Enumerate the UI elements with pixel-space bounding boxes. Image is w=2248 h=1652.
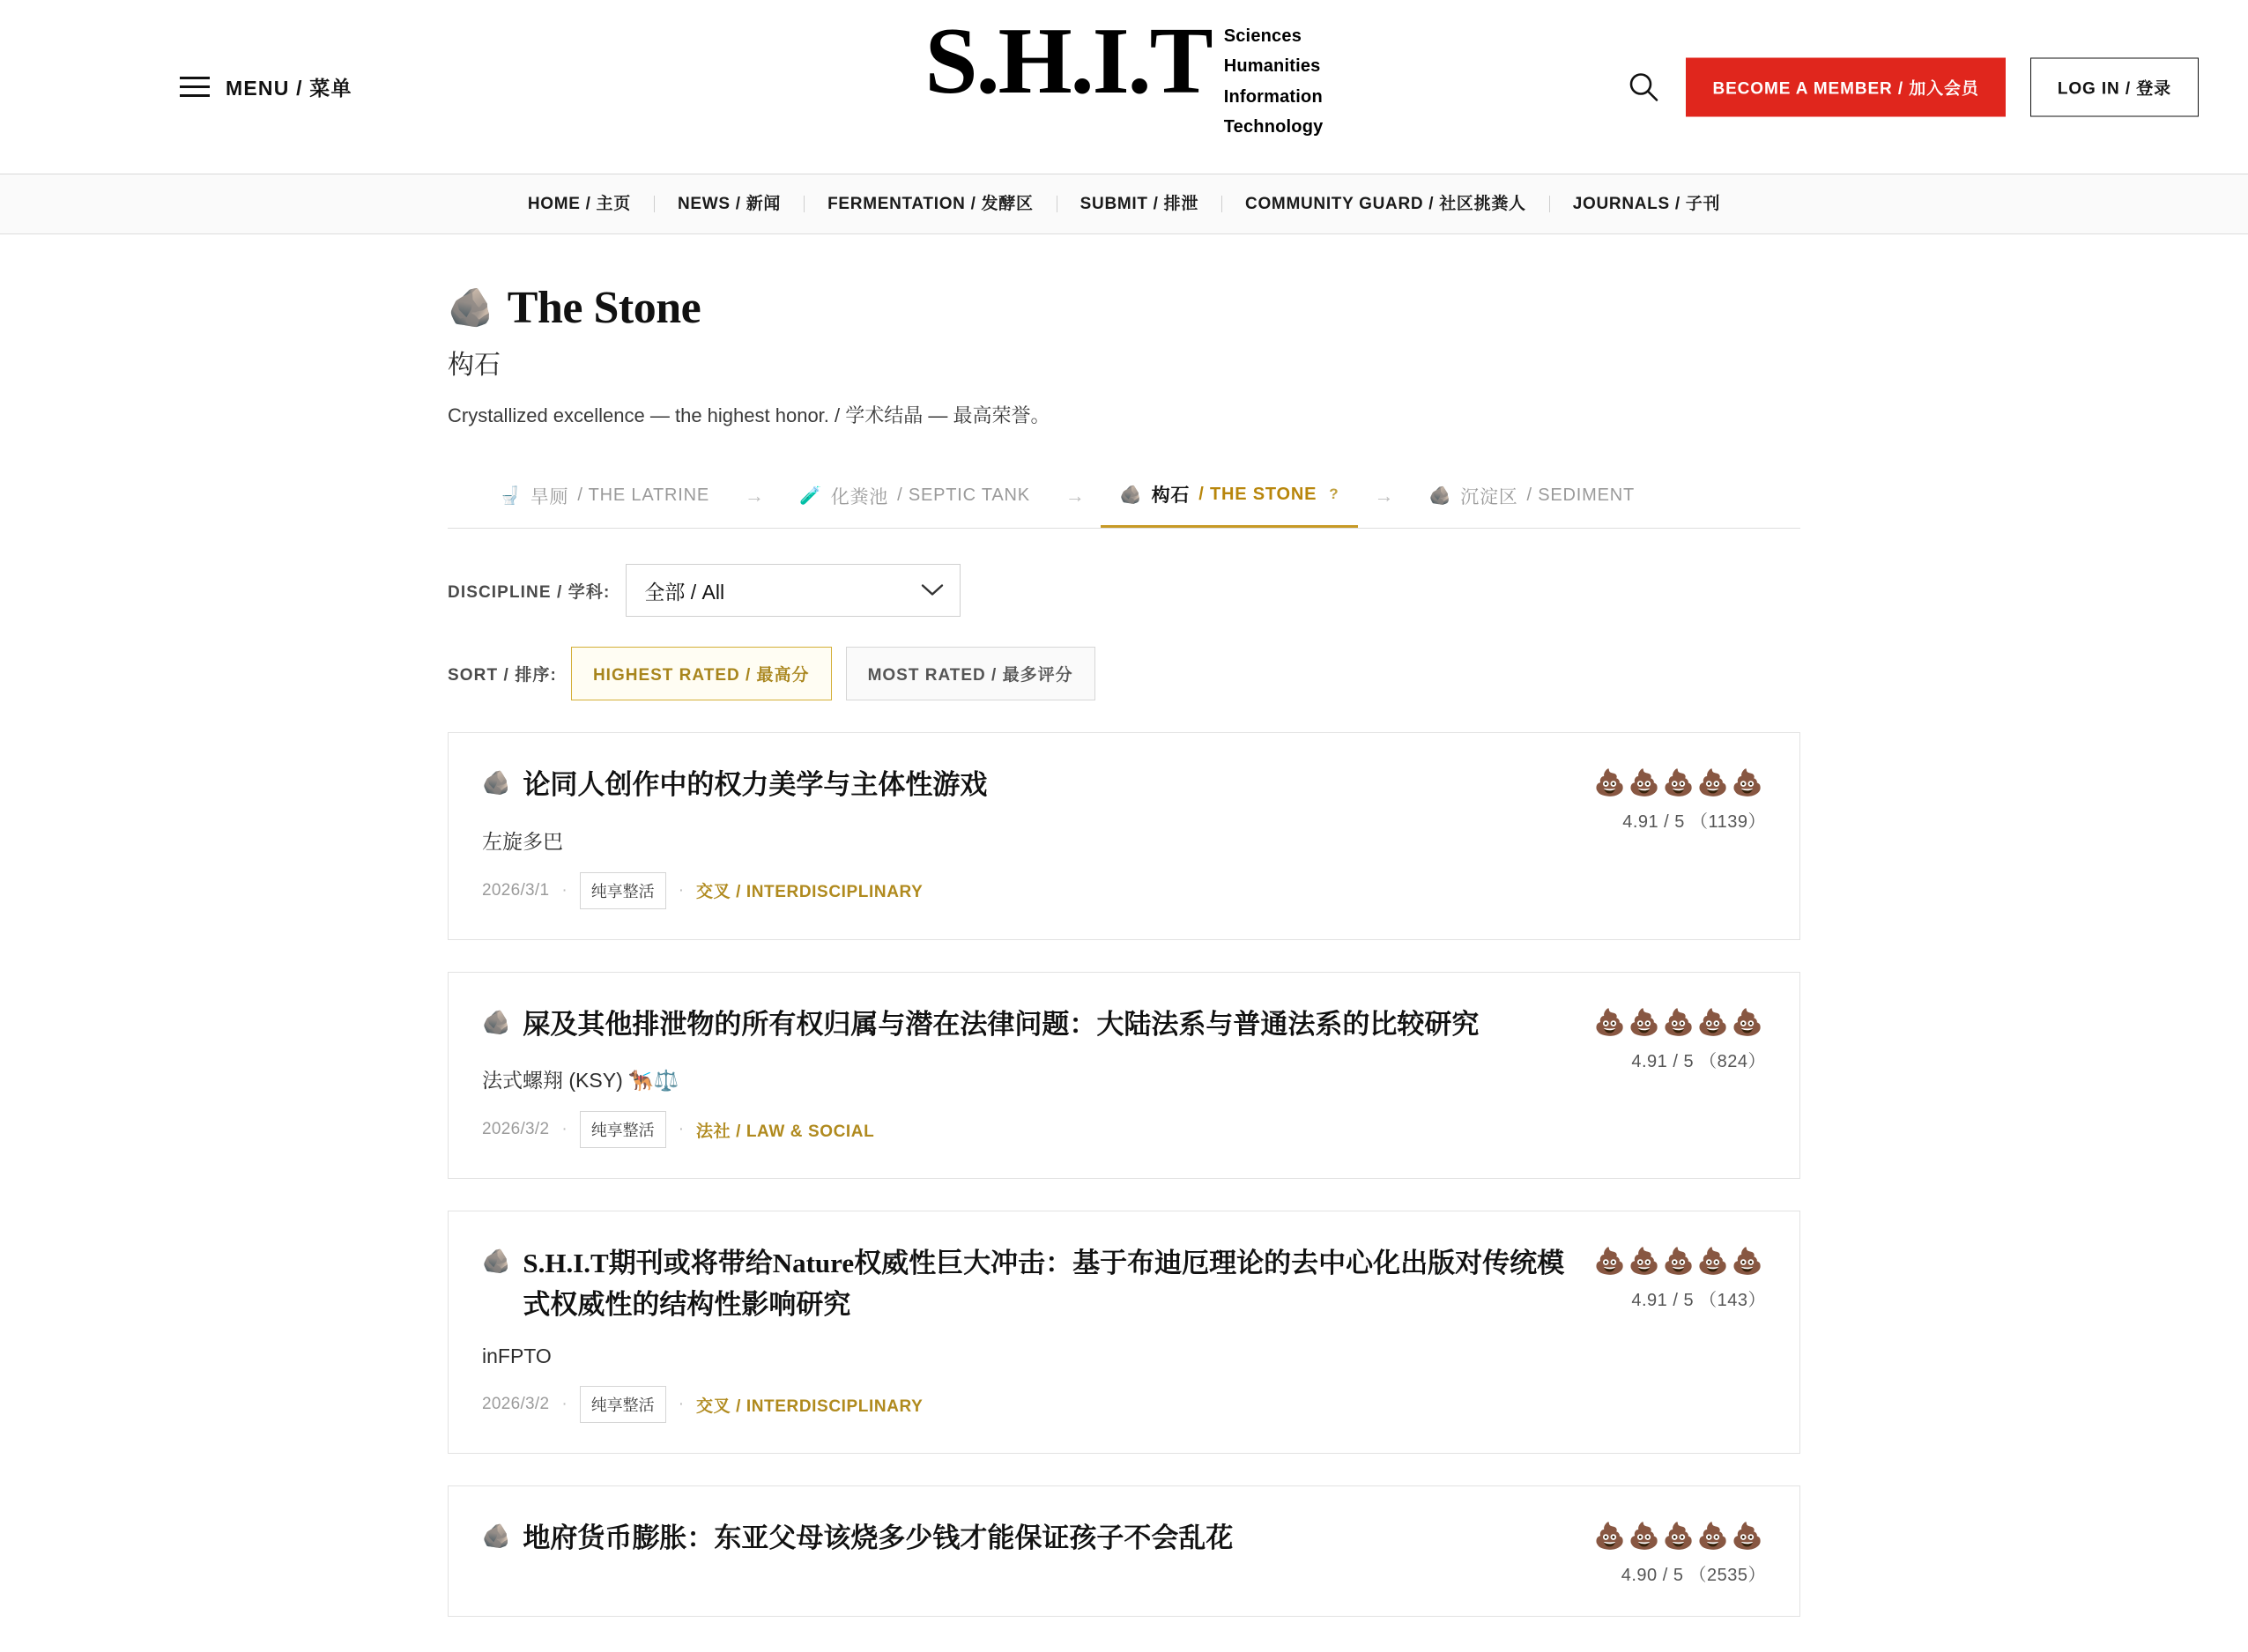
sort-label: SORT / 排序: — [448, 666, 557, 685]
article-meta — [482, 872, 1567, 909]
poop-rating-icons: 💩💩💩💩💩 — [1593, 1248, 1766, 1276]
article-card-body — [482, 1004, 1567, 1149]
become-member-button[interactable]: BECOME A MEMBER / 加入会员 — [1686, 57, 2005, 116]
discipline-filter-row — [448, 564, 1800, 617]
article-author: 左旋多巴 — [482, 829, 563, 853]
article-author: inFPTO — [482, 1345, 552, 1367]
stage-tab-the-stone-cn: 构石 — [1151, 485, 1191, 506]
logo-tagline-line-3: Information — [1223, 86, 1323, 107]
article-title[interactable] — [482, 1243, 1567, 1325]
logo-tagline — [1224, 21, 1324, 143]
article-tag[interactable]: 纯享整活 — [580, 1111, 666, 1148]
stage-tab-septic-tank[interactable] — [780, 469, 1050, 528]
logo-tagline-line-1: Sciences — [1223, 26, 1302, 46]
logo-tagline-line-4: Technology — [1223, 117, 1324, 137]
sort-filter-row — [448, 647, 1800, 700]
nav-item-home[interactable]: HOME / 主页 — [505, 196, 655, 212]
stage-tabs — [448, 469, 1800, 529]
main-content — [448, 234, 1800, 1652]
poop-rating-icons: 💩💩💩💩💩 — [1593, 769, 1766, 797]
article-rating — [1593, 765, 1766, 909]
article-title-text: S.H.I.T期刊或将带给Nature权威性巨大冲击：基于布迪厄理论的去中心化出版对传统模式权威性的结构性影响研究 — [523, 1248, 1565, 1320]
article-meta — [482, 1386, 1567, 1423]
stage-tab-the-stone-en: / THE STONE — [1198, 484, 1317, 504]
stage-tab-the-stone[interactable] — [1101, 469, 1359, 528]
article-rating — [1593, 1243, 1766, 1423]
stone-badge-icon: 🪨 — [482, 770, 511, 796]
nav-item-news[interactable]: NEWS / 新闻 — [655, 196, 805, 212]
rating-value: 4.91 / 5 （824） — [1631, 1051, 1766, 1071]
header-actions — [1626, 57, 2199, 116]
article-rating — [1593, 1004, 1766, 1149]
stone-badge-icon: 🪨 — [482, 1248, 511, 1274]
stage-tab-latrine[interactable] — [479, 469, 729, 528]
stone-badge-icon: 🪨 — [482, 1523, 511, 1549]
meta-separator: · — [561, 1395, 568, 1413]
logo-tagline-line-2: Humanities — [1223, 56, 1321, 77]
stage-tab-septic-tank-cn: 化粪池 — [830, 486, 889, 507]
article-category[interactable]: 法社 / LAW & SOCIAL — [696, 1122, 875, 1141]
meta-separator: · — [561, 880, 568, 900]
article-title-text: 地府货币膨胀：东亚父母该烧多少钱才能保证孩子不会乱花 — [523, 1522, 1234, 1553]
page-title-text: The Stone — [507, 283, 701, 333]
chevron-down-icon — [921, 579, 944, 603]
article-card[interactable] — [448, 1211, 1800, 1454]
rating-value: 4.91 / 5 （143） — [1631, 1291, 1766, 1310]
article-card-body — [482, 1243, 1567, 1423]
nav-item-fermentation[interactable]: FERMENTATION / 发酵区 — [805, 196, 1057, 212]
stage-arrow-2: → — [1065, 484, 1085, 507]
search-icon[interactable] — [1626, 70, 1661, 105]
article-category[interactable]: 交叉 / INTERDISCIPLINARY — [696, 883, 924, 901]
logo-wordmark: S.H.I.T — [924, 9, 1212, 114]
article-card-body — [482, 765, 1567, 909]
poop-rating-icons: 💩💩💩💩💩 — [1593, 1008, 1766, 1037]
article-category[interactable]: 交叉 / INTERDISCIPLINARY — [696, 1396, 924, 1416]
primary-nav — [0, 174, 2248, 234]
stage-arrow-3: → — [1374, 484, 1394, 507]
article-rating — [1593, 1518, 1766, 1586]
article-title-text: 屎及其他排泄物的所有权归属与潜在法律问题：大陆法系与普通法系的比较研究 — [523, 1008, 1480, 1040]
article-date: 2026/3/1 — [482, 880, 550, 900]
rating-value: 4.91 / 5 （1139） — [1622, 812, 1766, 832]
meta-separator-2: · — [678, 1120, 685, 1138]
article-card[interactable] — [448, 972, 1800, 1180]
page-description: Crystallized excellence — the highest honor. / 学术结晶 — 最高荣誉。 — [448, 404, 1050, 426]
stage-help-icon[interactable]: ? — [1329, 485, 1339, 502]
sort-option-highest-rated[interactable]: HIGHEST RATED / 最高分 — [571, 647, 832, 700]
menu-label: MENU / 菜单 — [226, 77, 352, 100]
stone-icon: 🪨 — [448, 288, 493, 329]
discipline-label: DISCIPLINE / 学科: — [448, 582, 611, 602]
site-header — [0, 0, 2248, 174]
site-logo[interactable] — [925, 7, 1324, 143]
septic-tank-icon: 🧪 — [799, 486, 822, 506]
article-author: 法式螺翔 (KSY) 🐕‍🦺⚖️ — [482, 1069, 679, 1092]
article-title-text: 论同人创作中的权力美学与主体性游戏 — [523, 769, 988, 800]
article-title[interactable] — [482, 765, 1567, 806]
stage-tab-sediment[interactable] — [1409, 469, 1654, 528]
article-title[interactable] — [482, 1004, 1567, 1046]
menu-button[interactable] — [180, 72, 352, 101]
meta-separator-2: · — [678, 880, 685, 900]
nav-item-submit[interactable]: SUBMIT / 排泄 — [1057, 196, 1222, 212]
article-date: 2026/3/2 — [482, 1395, 550, 1413]
stage-arrow-1: → — [745, 484, 764, 507]
sediment-icon: 🪨 — [1428, 486, 1452, 506]
article-card[interactable] — [448, 1485, 1800, 1617]
meta-separator-2: · — [678, 1395, 685, 1413]
discipline-select[interactable] — [626, 564, 961, 617]
article-tag[interactable]: 纯享整活 — [580, 872, 666, 909]
meta-separator: · — [561, 1120, 568, 1138]
stage-tab-latrine-en: / THE LATRINE — [577, 485, 709, 505]
article-date: 2026/3/2 — [482, 1120, 550, 1138]
nav-item-community-guard[interactable]: COMMUNITY GUARD / 社区挑粪人 — [1222, 196, 1550, 212]
stone-tab-icon: 🪨 — [1119, 485, 1143, 505]
stage-tab-sediment-en: / SEDIMENT — [1526, 485, 1635, 505]
page-title — [448, 282, 1800, 334]
article-title[interactable] — [482, 1518, 1567, 1559]
log-in-button[interactable]: LOG IN / 登录 — [2030, 57, 2199, 116]
hamburger-icon[interactable] — [180, 77, 210, 97]
stage-tab-sediment-cn: 沉淀区 — [1460, 486, 1518, 507]
poop-rating-icons: 💩💩💩💩💩 — [1593, 1522, 1766, 1551]
sort-option-most-rated[interactable]: MOST RATED / 最多评分 — [846, 647, 1095, 700]
latrine-icon: 🚽 — [499, 486, 522, 506]
article-card[interactable] — [448, 732, 1800, 940]
stage-tab-latrine-cn: 旱厕 — [530, 486, 569, 507]
article-meta — [482, 1111, 1567, 1148]
discipline-select-value: 全部 / All — [644, 580, 725, 604]
stage-tab-septic-tank-en: / SEPTIC TANK — [897, 485, 1030, 505]
rating-value: 4.90 / 5 （2535） — [1621, 1566, 1766, 1585]
article-tag[interactable]: 纯享整活 — [580, 1386, 666, 1423]
page-subtitle: 构石 — [448, 351, 501, 380]
stone-badge-icon: 🪨 — [482, 1009, 511, 1035]
nav-item-journals[interactable]: JOURNALS / 子刊 — [1572, 195, 1721, 213]
article-card-body — [482, 1518, 1567, 1586]
